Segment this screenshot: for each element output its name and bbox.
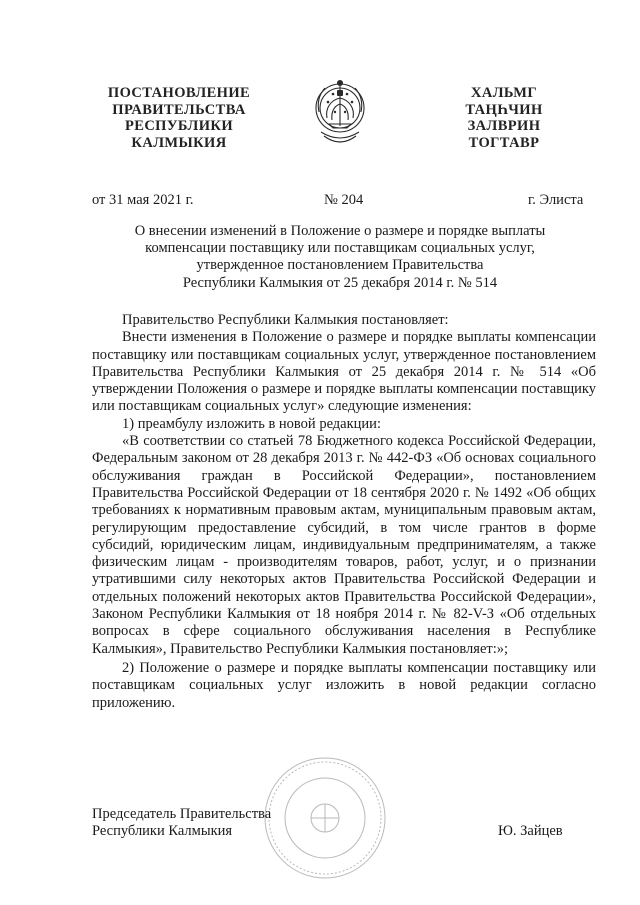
signatory-name: Ю. Зайцев <box>498 823 563 839</box>
signatory-position-line: Председатель Правительства <box>92 806 272 822</box>
header-right-line: ТОГТАВР <box>468 134 540 151</box>
main-paragraph: Внести изменения в Положение о размере и порядке выплаты компенсации поставщику или поставщикам социальных услуг, утвержденное постановлением Правительства Республики Калмыкия от 25 декабря 2014 г. № 514 «Об утверждении Положения о размере и порядке выплаты компенсации поставщику или поставщикам социальных услуг» следующие изменения: <box>92 329 596 415</box>
document-body <box>92 312 596 712</box>
item-1: 1) преамбулу изложить в новой редакции: <box>122 415 381 432</box>
header-left-line: КАЛМЫКИЯ <box>131 134 227 151</box>
header-right-line: ЗАЛВРИН <box>467 118 541 134</box>
header-left-line: РЕСПУБЛИКИ <box>124 118 234 134</box>
header-right-line: ТАҢҺЧИН <box>465 101 543 118</box>
official-seal-icon <box>262 755 388 881</box>
header-right-title <box>448 85 560 151</box>
header-left-line: ПОСТАНОВЛЕНИЕ <box>107 85 251 101</box>
preamble-quote: «В соответствии со статьей 78 Бюджетного кодекса Российской Федерации, Федеральным законом от 28 декабря 2013 г. № 442-ФЗ «Об основах социального обслуживания граждан в Российской Федерации», постановлением Правительства Российской Федерации от 18 сентября 2020 г. № 1492 «Об общих требованиях к нормативным правовым актам, муниципальным правовым актам, регулирующим предоставление субсидий, в том числе грантов в форме субсидий, юридическим лицам, индивидуальным предпринимателям, а также физическим лицам - производителям товаров, работ, услуг, и о признании утратившими силу некоторых актов Правительства Российской Федерации и отдельных положений некоторых актов Правительства Российской Федерации», Законом Республики Калмыкия от 18 ноября 2014 г. № 82-V-З «Об отдельных вопросах в сфере социального обслуживания населения в Республике Калмыкия», Правительство Республики Калмыкия постановляет:»; <box>92 433 596 657</box>
title-line: утвержденное постановлением Правительства <box>196 257 484 274</box>
header-left-line: ПРАВИТЕЛЬСТВА <box>112 101 246 118</box>
document-place: г. Элиста <box>528 192 584 208</box>
intro-paragraph: Правительство Республики Калмыкия постановляет: <box>122 312 449 328</box>
document-date: от 31 мая 2021 г. <box>92 192 194 208</box>
signatory-position <box>92 806 271 841</box>
kalmykia-emblem-icon <box>311 68 369 150</box>
document-number: № 204 <box>324 192 364 208</box>
header-right-line: ХАЛЬМГ <box>470 85 538 101</box>
title-line: О внесении изменений в Положение о размере и порядке выплаты <box>134 223 546 239</box>
title-line: компенсации поставщику или поставщикам социальных услуг, <box>145 240 535 257</box>
item-2: 2) Положение о размере и порядке выплаты компенсации поставщику или поставщикам социальных услуг изложить в новой редакции согласно приложению. <box>92 659 596 711</box>
header-left-title <box>88 85 270 151</box>
signatory-position-line: Республики Калмыкия <box>92 823 233 840</box>
document-title <box>108 223 572 292</box>
title-line: Республики Калмыкия от 25 декабря 2014 г. № 514 <box>182 274 498 291</box>
